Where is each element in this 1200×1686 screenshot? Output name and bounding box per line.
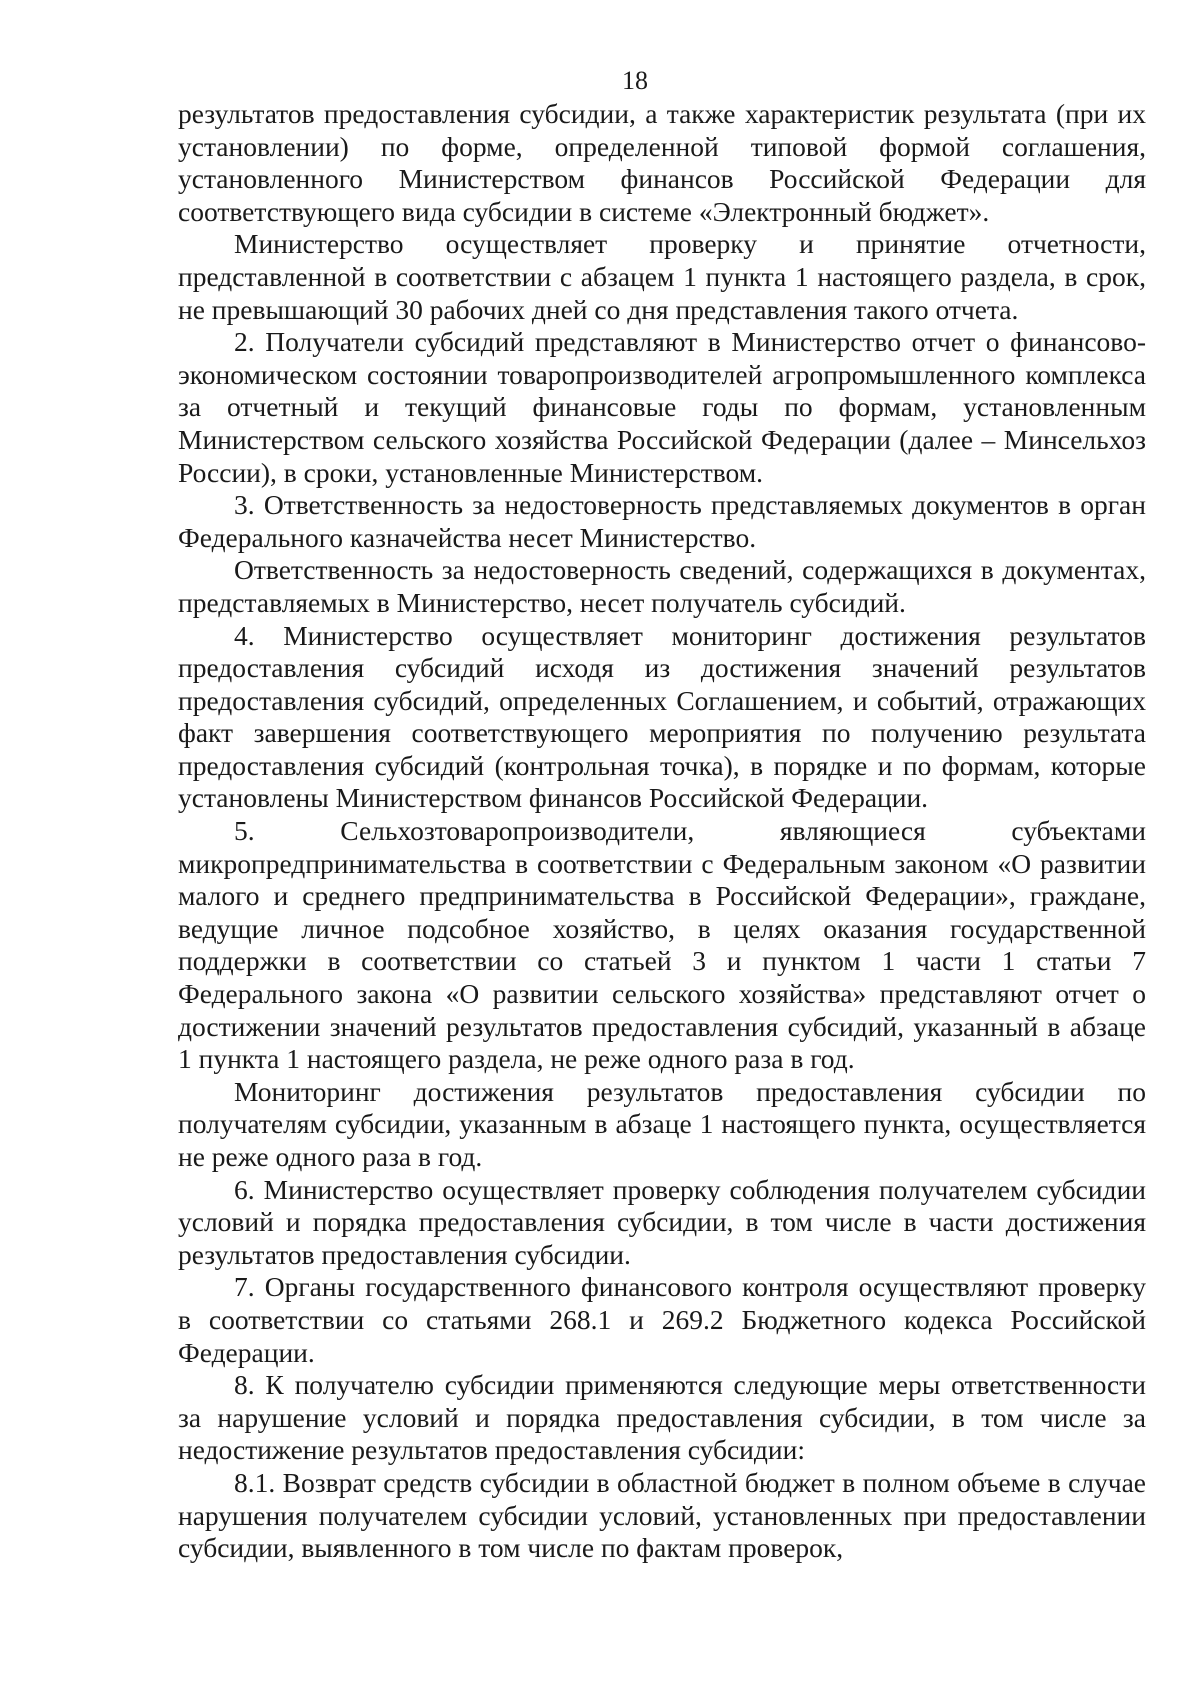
paragraph-report-check: Министерство осуществляет проверку и принятие отчетности, представленной в соответствии с абзацем 1 пункта 1 настоящего раздела, в срок, не превышающий 30 рабочих дней со дня представления такого отчета. — [178, 228, 1146, 325]
page-number: 18 — [622, 66, 648, 95]
paragraph-item-7: 7. Органы государственного финансового контроля осуществляют проверку в соответствии со статьями 268.1 и 269.2 Бюджетного кодекса Российской Федерации. — [178, 1271, 1146, 1368]
paragraph-item-3: 3. Ответственность за недостоверность представляемых документов в орган Федерального казначейства несет Министерство. — [178, 489, 1146, 553]
paragraph-item-8: 8. К получателю субсидии применяются следующие меры ответственности за нарушение условий и порядка предоставления субсидии, в том числе за недостижение результатов предоставления субсидии: — [178, 1369, 1146, 1466]
paragraph-responsibility: Ответственность за недостоверность сведений, содержащихся в документах, представляемых в Министерство, несет получатель субсидий. — [178, 554, 1146, 618]
paragraph-item-2: 2. Получатели субсидий представляют в Министерство отчет о финансово-экономическом состоянии товаропроизводителей агропромышленного комплекса за отчетный и текущий финансовые годы по формам, установленным Министерством сельского хозяйства Российской Федерации (далее – Минсельхоз России), в сроки, установленные Министерством. — [178, 326, 1146, 488]
document-body — [178, 98, 1146, 1565]
paragraph-item-6: 6. Министерство осуществляет проверку соблюдения получателем субсидии условий и порядка предоставления субсидии, в том числе в части достижения результатов предоставления субсидии. — [178, 1173, 1146, 1270]
paragraph-item-5: 5. Сельхозтоваропроизводители, являющиеся субъектами микропредпринимательства в соответствии с Федеральным законом «О развитии малого и среднего предпринимательства в Российской Федерации», граждане, ведущие личное подсобное хозяйство, в целях оказания государственной поддержки в соответствии со статьей 3 и пунктом 1 части 1 статьи 7 Федерального закона «О развитии сельского хозяйства» представляют отчет о достижении значений результатов предоставления субсидий, указанный в абзаце 1 пункта 1 настоящего раздела, не реже одного раза в год. — [178, 815, 1146, 1075]
paragraph-monitoring: Мониторинг достижения результатов предоставления субсидии по получателям субсидии, указанным в абзаце 1 настоящего пункта, осуществляется не реже одного раза в год. — [178, 1075, 1146, 1172]
paragraph-item-8-1: 8.1. Возврат средств субсидии в областной бюджет в полном объеме в случае нарушения получателем субсидии условий, установленных при предоставлении субсидии, выявленного в том числе по фактам проверок, — [178, 1466, 1146, 1564]
paragraph-continuation: результатов предоставления субсидии, а также характеристик результата (при их установлении) по форме, определенной типовой формой соглашения, установленного Министерством финансов Российской Федерации для соответствующего вида субсидии в системе «Электронный бюджет». — [178, 98, 1146, 227]
paragraph-item-4: 4. Министерство осуществляет мониторинг достижения результатов предоставления субсидий исходя из достижения значений результатов предоставления субсидий, определенных Соглашением, и событий, отражающих факт завершения соответствующего мероприятия по получению результата предоставления субсидий (контрольная точка), в порядке и по формам, которые установлены Министерством финансов Российской Федерации. — [178, 619, 1146, 814]
